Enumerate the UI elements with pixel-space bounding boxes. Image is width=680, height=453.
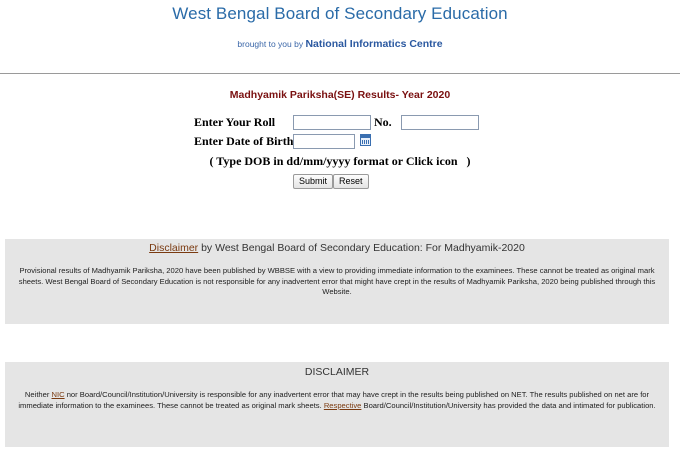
net-disclaimer-text-2: nor Board/Council/Institution/University is responsible for any inadvertent error that may have crept in the results being published on NET. The results published on net are for immediate information to the examinees. These cannot be treated as original mark sheets. bbox=[18, 390, 650, 410]
provisional-disclaimer-panel bbox=[5, 239, 669, 324]
roll-input[interactable] bbox=[293, 115, 371, 130]
reset-button[interactable]: Reset bbox=[333, 174, 369, 189]
header-divider bbox=[0, 73, 680, 74]
disclaimer-heading-text: by West Bengal Board of Secondary Education: For Madhyamik-2020 bbox=[198, 242, 525, 254]
dob-hint: ( Type DOB in dd/mm/yyyy format or Click icon ) bbox=[209, 154, 471, 168]
disclaimer-heading bbox=[5, 242, 669, 254]
respective-link[interactable]: Respective bbox=[323, 400, 362, 410]
roll-no-input[interactable] bbox=[401, 115, 479, 130]
nic-link[interactable]: NIC bbox=[51, 390, 65, 399]
no-label: No. bbox=[374, 115, 392, 129]
roll-label: Enter Your Roll bbox=[194, 115, 276, 129]
net-disclaimer-panel bbox=[5, 362, 669, 447]
net-disclaimer-body bbox=[11, 390, 663, 411]
disclaimer-link[interactable]: Disclaimer bbox=[149, 242, 199, 254]
submit-button[interactable]: Submit bbox=[293, 174, 333, 189]
dob-input[interactable] bbox=[293, 134, 355, 149]
site-title: West Bengal Board of Secondary Education bbox=[172, 4, 508, 23]
results-title: Madhyamik Pariksha(SE) Results- Year 2020 bbox=[229, 89, 451, 101]
calendar-icon[interactable] bbox=[360, 134, 371, 146]
dob-label: Enter Date of Birth bbox=[194, 134, 294, 148]
disclaimer-title: DISCLAIMER bbox=[304, 366, 370, 378]
net-disclaimer-text-3: Board/Council/Institution/University has provided the data and intimated for publication. bbox=[361, 400, 656, 410]
disclaimer-body: Provisional results of Madhyamik Pariksha, 2020 have been published by WBBSE with a view to providing immediate information to the examinees. These cannot be treated as original mark sheets. West Bengal Board of Secondary Education is not responsible for any inadvertent error that might have crept in the results of Madhyamik Pariksha, 2020 being published through this Website. bbox=[18, 266, 656, 296]
byline-text: brought to you by bbox=[237, 39, 304, 49]
nic-name: National Informatics Centre bbox=[305, 38, 443, 50]
byline bbox=[0, 38, 680, 50]
net-disclaimer-text-1: Neither bbox=[24, 390, 52, 399]
